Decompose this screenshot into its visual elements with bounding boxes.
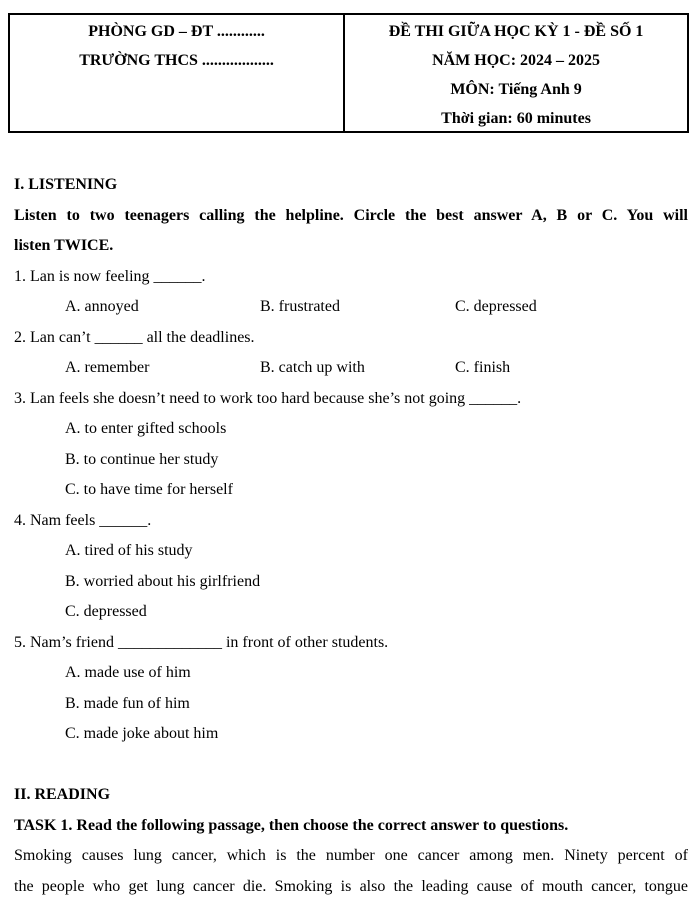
reading-section — [14, 780, 688, 902]
listening-heading: I. LISTENING — [14, 176, 118, 193]
question-4-option-c: C. depressed — [65, 603, 147, 620]
question-1-text: 1. Lan is now feeling ______. — [14, 267, 206, 285]
duration-line: Thời gian: 60 minutes — [441, 110, 591, 127]
question-3-option-a: A. to enter gifted schools — [65, 420, 227, 437]
question-1-option-b: B. frustrated — [260, 298, 340, 315]
question-1-option-a: A. annoyed — [65, 298, 139, 315]
question-2-options — [14, 353, 688, 384]
listening-section — [14, 170, 688, 750]
listening-instructions-line-1: Listen to two teenagers calling the helpline. Circle the best answer A, B or C. You will — [14, 206, 688, 224]
question-5-option-a: A. made use of him — [65, 664, 191, 681]
exam-page — [0, 13, 700, 902]
question-3-option-c: C. to have time for herself — [65, 481, 233, 498]
question-2-option-a: A. remember — [65, 359, 150, 376]
listening-instructions-line-2: listen TWICE. — [14, 237, 114, 254]
question-1-option-c: C. depressed — [455, 298, 537, 315]
exam-header-table — [8, 13, 689, 133]
exam-title: ĐỀ THI GIỮA HỌC KỲ 1 - ĐỀ SỐ 1 — [388, 23, 644, 40]
question-4-text: 4. Nam feels ______. — [14, 511, 152, 529]
question-3-option-b: B. to continue her study — [65, 450, 219, 468]
exam-body — [14, 170, 688, 902]
reading-heading: II. READING — [14, 786, 111, 803]
school-line: TRƯỜNG THCS .................. — [79, 52, 274, 69]
subject-line: MÔN: Tiếng Anh 9 — [450, 81, 582, 98]
reading-task-title: TASK 1. Read the following passage, then choose the correct answer to questions. — [14, 816, 569, 834]
question-5-option-b: B. made fun of him — [65, 694, 190, 712]
question-2-option-b: B. catch up with — [260, 359, 365, 376]
school-year: NĂM HỌC: 2024 – 2025 — [432, 52, 601, 69]
reading-passage-line-1: Smoking causes lung cancer, which is the number one cancer among men. Ninety percent of — [14, 847, 688, 864]
question-4-option-b: B. worried about his girlfriend — [65, 572, 261, 590]
question-4-option-a: A. tired of his study — [65, 542, 193, 559]
exam-info-cell — [345, 15, 687, 131]
question-5-option-c: C. made joke about him — [65, 725, 219, 742]
question-3-text: 3. Lan feels she doesn’t need to work too hard because she’s not going ______. — [14, 389, 522, 407]
school-info-cell — [10, 15, 345, 131]
department-line: PHÒNG GD – ĐT ............ — [88, 23, 265, 40]
question-1-options — [14, 292, 688, 323]
question-5-text: 5. Nam’s friend _____________ in front of other students. — [14, 633, 389, 651]
question-2-text: 2. Lan can’t ______ all the deadlines. — [14, 328, 255, 346]
reading-passage-line-2: the people who get lung cancer die. Smoking is also the leading cause of mouth cancer, tongue — [14, 877, 688, 895]
question-2-option-c: C. finish — [455, 359, 511, 376]
